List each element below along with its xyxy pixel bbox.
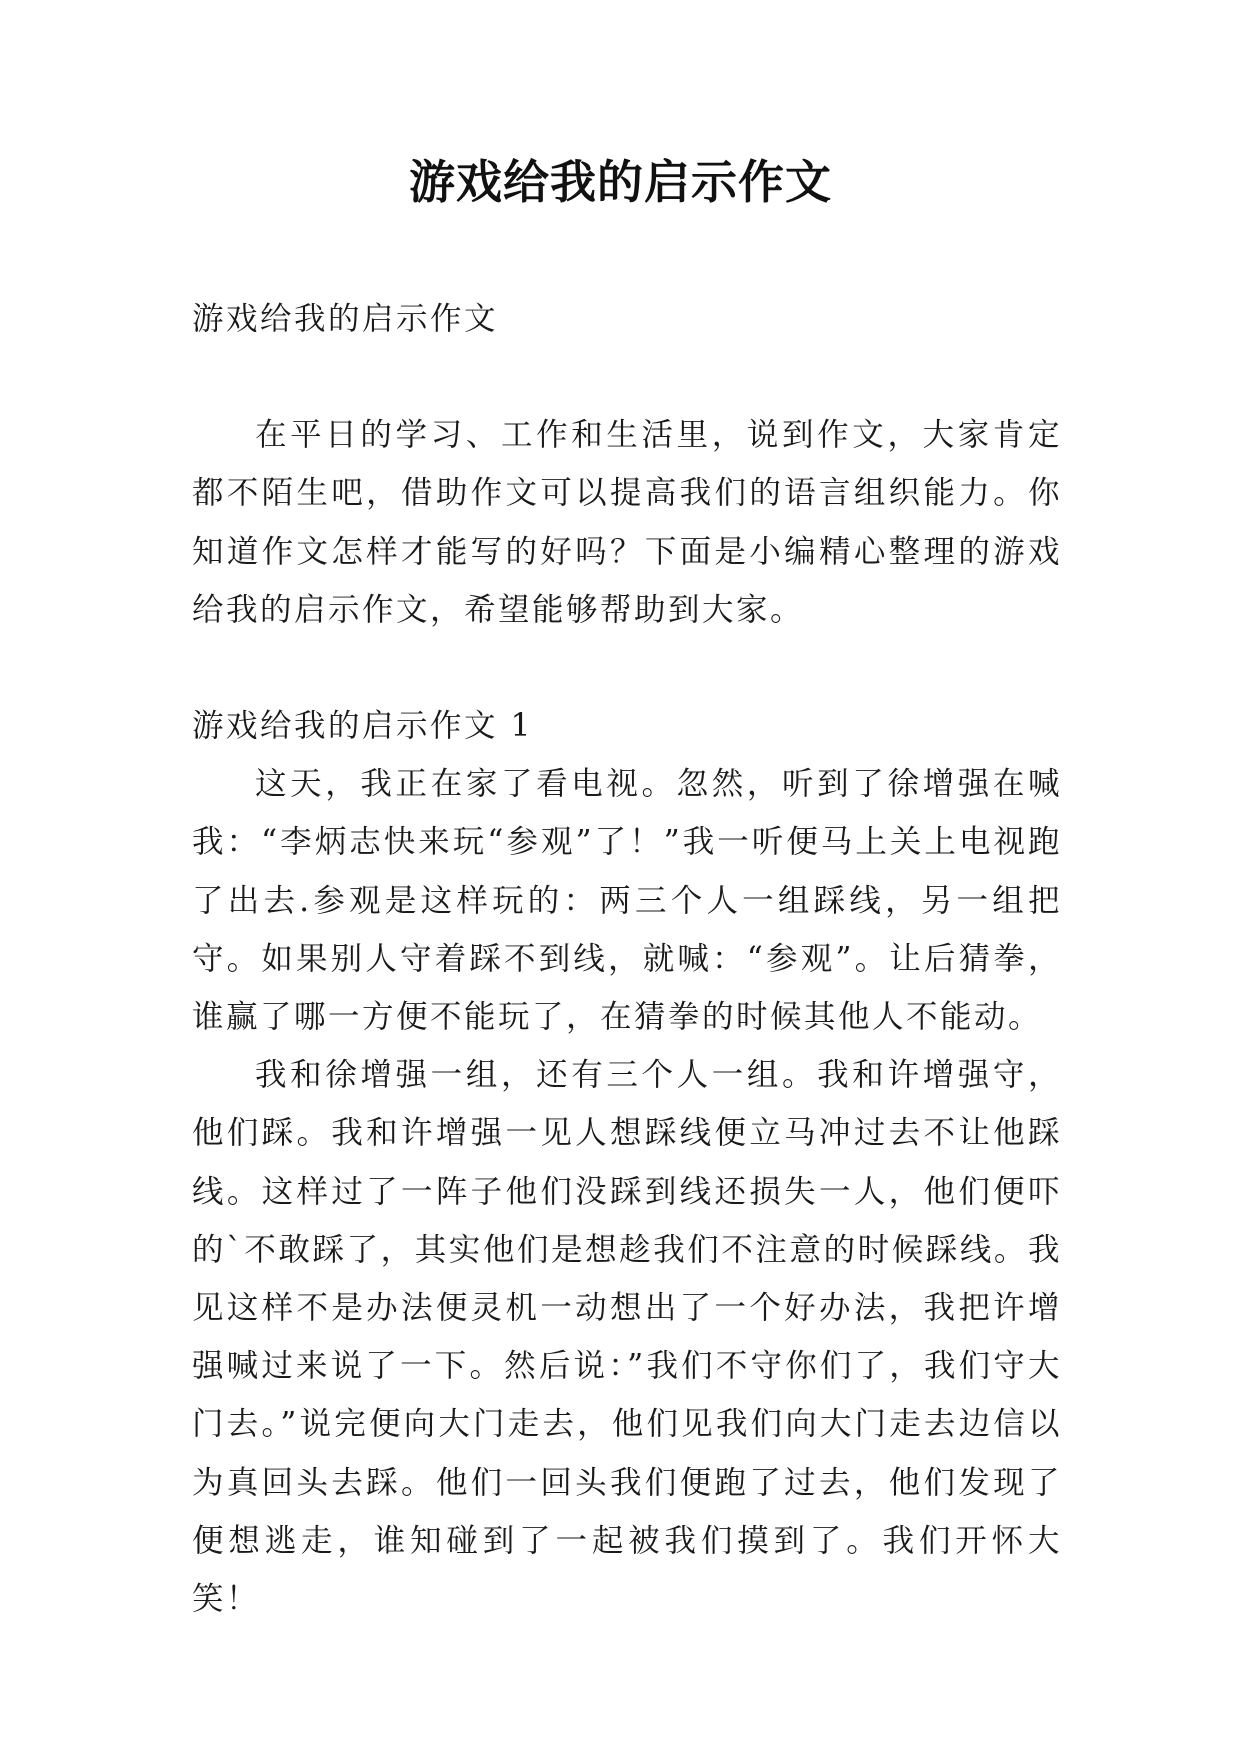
intro-paragraph: 在平日的学习、工作和生活里，说到作文，大家肯定都不陌生吧，借助作文可以提高我们的语言组织能力。你知道作文怎样才能写的好吗？下面是小编精心整理的游戏给我的启示作文，希望能够帮助到大家。 <box>192 417 1062 628</box>
body-paragraph: 这天，我正在家了看电视。忽然，听到了徐增强在喊我：“李炳志快来玩“参观”了！”我一听便马上关上电视跑了出去.参观是这样玩的：两三个人一组踩线，另一组把守。如果别人守着踩不到线，就喊：“参观”。让后猜拳，谁赢了哪一方便不能玩了，在猜拳的时候其他人不能动。 <box>192 766 1062 1036</box>
body-paragraph: 我和徐增强一组，还有三个人一组。我和许增强守，他们踩。我和许增强一见人想踩线便立马冲过去不让他踩线。这样过了一阵子他们没踩到线还损失一人，他们便吓的`不敢踩了，其实他们是想趁我们不注意的时候踩线。我见这样不是办法便灵机一动想出了一个好办法，我把许增强喊过来说了一下。然后说：”我们不守你们了，我们守大门去。”说完便向大门走去，他们见我们向大门走去边信以为真回头去踩。他们一回头我们便跑了过去，他们发现了便想逃走，谁知碰到了一起被我们摸到了。我们开怀大笑！ <box>192 1057 1062 1618</box>
document-body <box>192 290 1062 1628</box>
document-subtitle: 游戏给我的启示作文 <box>192 301 499 337</box>
section-heading: 游戏给我的启示作文 1 <box>192 708 534 745</box>
document-title: 游戏给我的启示作文 <box>409 155 832 209</box>
